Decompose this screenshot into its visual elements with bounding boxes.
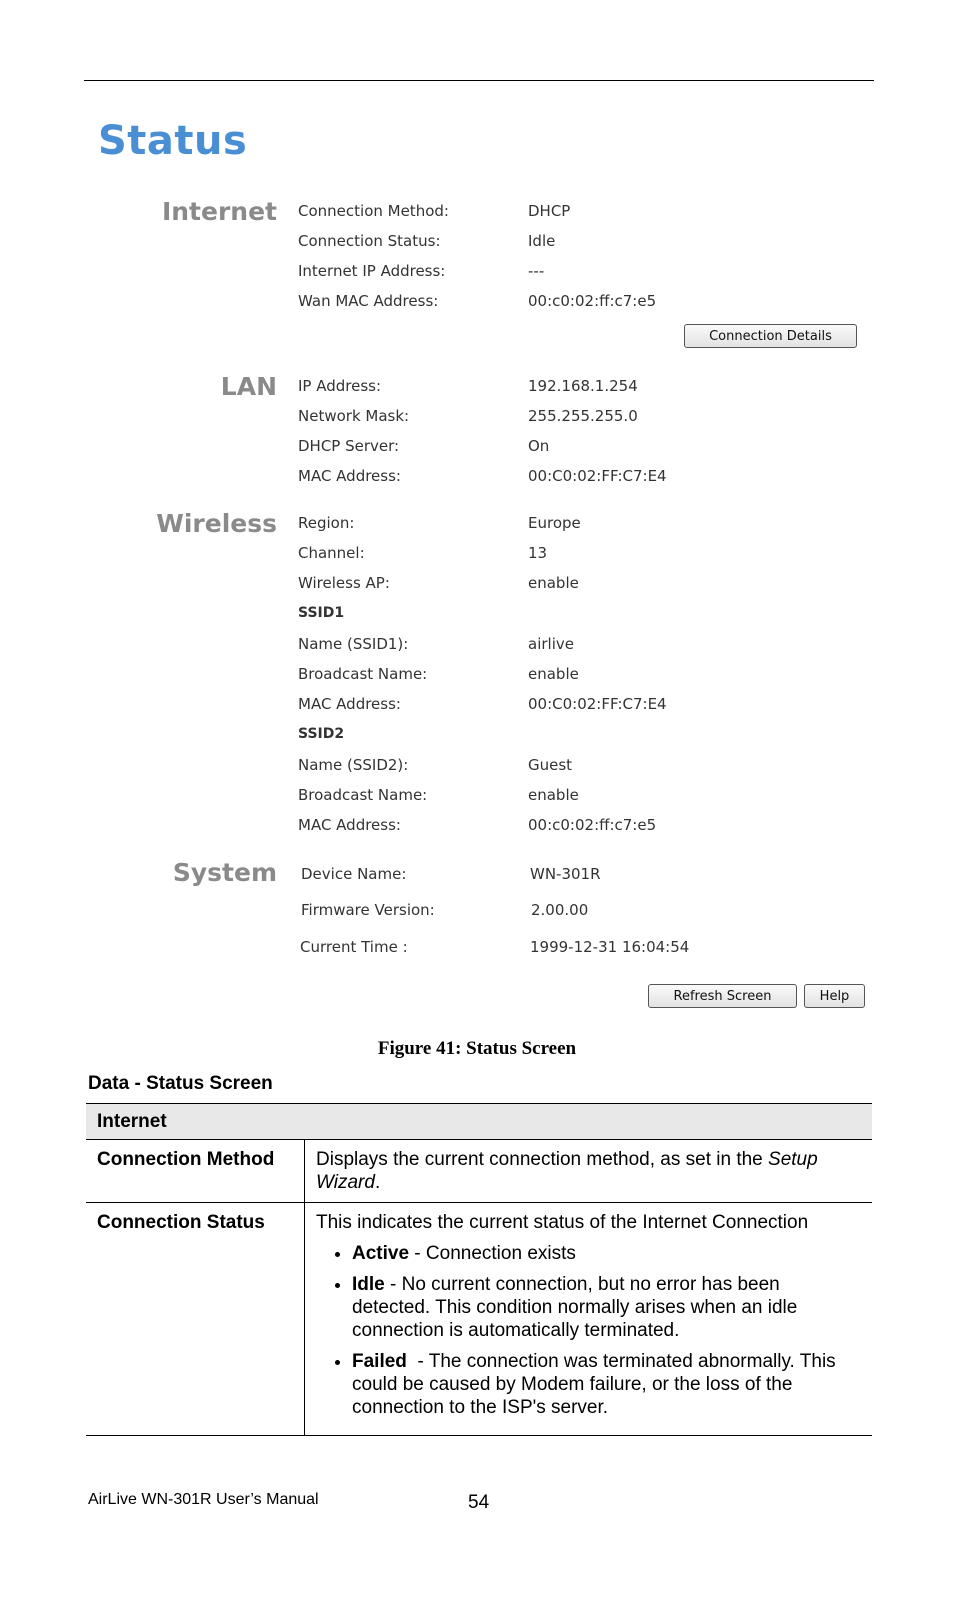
ssid1-heading: SSID1: [298, 605, 345, 621]
field-label: Connection Status:: [298, 232, 441, 250]
list-desc: - Connection exists: [409, 1243, 576, 1264]
field-value: 13: [528, 544, 548, 562]
list-item: [352, 1242, 861, 1265]
field-label: Device Name:: [301, 865, 407, 883]
field-value: airlive: [528, 635, 574, 653]
table-description: [305, 1140, 873, 1203]
description-text: Displays the current connection method, as set in the: [316, 1149, 769, 1170]
field-value: Guest: [528, 756, 573, 774]
table-key: Connection Method: [86, 1140, 305, 1203]
field-value: WN-301R: [530, 865, 601, 883]
section-title-lan: LAN: [220, 372, 277, 401]
field-value: Idle: [528, 232, 556, 250]
ssid2-heading: SSID2: [298, 726, 345, 742]
field-value: Europe: [528, 514, 581, 532]
help-button[interactable]: Help: [804, 984, 865, 1008]
field-label: Network Mask:: [298, 407, 410, 425]
header-rule: [84, 80, 874, 81]
page-number: 54: [468, 1492, 490, 1513]
field-value: 00:c0:02:ff:c7:e5: [528, 816, 657, 834]
list-item: [352, 1350, 861, 1419]
field-value: enable: [528, 665, 579, 683]
field-value: On: [528, 437, 550, 455]
footer-manual-title: AirLive WN-301R User’s Manual: [88, 1491, 319, 1508]
field-label: MAC Address:: [298, 816, 401, 834]
field-label: Name (SSID2):: [298, 756, 409, 774]
table-header-internet: Internet: [86, 1104, 872, 1140]
description-intro: This indicates the current status of the Internet Connection: [316, 1212, 809, 1233]
field-label: Firmware Version:: [301, 901, 435, 919]
field-label: Wireless AP:: [298, 574, 390, 592]
field-label: MAC Address:: [298, 467, 401, 485]
table-key: Connection Status: [86, 1203, 305, 1436]
list-desc: - No current connection, but no error has been detected. This condition normally arises when an idle connection is automatically terminated.: [352, 1274, 798, 1341]
field-value: 2.00.00: [531, 901, 589, 919]
refresh-screen-button[interactable]: Refresh Screen: [648, 984, 797, 1008]
field-label: DHCP Server:: [298, 437, 400, 455]
field-label: Wan MAC Address:: [298, 292, 439, 310]
field-label: Name (SSID1):: [298, 635, 409, 653]
field-value: ---: [528, 262, 545, 280]
description-end: .: [374, 1172, 381, 1193]
list-item: [352, 1273, 861, 1342]
connection-details-button[interactable]: Connection Details: [684, 324, 857, 348]
field-label: Internet IP Address:: [298, 262, 446, 280]
section-title-internet: Internet: [161, 197, 277, 226]
table-row: [86, 1203, 872, 1436]
field-value: 255.255.255.0: [528, 407, 638, 425]
field-value: 00:c0:02:ff:c7:e5: [528, 292, 657, 310]
table-heading: Data - Status Screen: [88, 1073, 273, 1094]
table-row: [86, 1140, 872, 1203]
page-title: Status: [98, 118, 248, 164]
section-title-wireless: Wireless: [156, 509, 277, 538]
field-label: Current Time :: [300, 938, 408, 956]
field-value: enable: [528, 786, 579, 804]
field-value: 1999-12-31 16:04:54: [530, 938, 690, 956]
field-label: Broadcast Name:: [298, 665, 428, 683]
field-value: DHCP: [528, 202, 571, 220]
field-label: Connection Method:: [298, 202, 449, 220]
field-label: IP Address:: [298, 377, 382, 395]
list-term: Idle: [352, 1274, 385, 1295]
list-term: Failed: [352, 1351, 407, 1372]
field-label: Region:: [298, 514, 355, 532]
field-value: 192.168.1.254: [528, 377, 638, 395]
list-desc: - The connection was terminated abnormally. This could be caused by Modem failure, or the loss of the connection to the ISP's server.: [352, 1351, 841, 1418]
status-data-table: [86, 1103, 872, 1436]
field-value: enable: [528, 574, 579, 592]
description-italic: Setup Wizard: [316, 1149, 818, 1193]
section-title-system: System: [172, 858, 277, 887]
figure-caption: Figure 41: Status Screen: [377, 1038, 577, 1059]
status-list: [316, 1242, 861, 1419]
field-label: Broadcast Name:: [298, 786, 428, 804]
field-value: 00:C0:02:FF:C7:E4: [528, 695, 667, 713]
table-header-row: [86, 1104, 872, 1140]
list-term: Active: [352, 1243, 410, 1264]
field-label: MAC Address:: [298, 695, 401, 713]
field-label: Channel:: [298, 544, 365, 562]
table-description: [305, 1203, 873, 1436]
field-value: 00:C0:02:FF:C7:E4: [528, 467, 667, 485]
